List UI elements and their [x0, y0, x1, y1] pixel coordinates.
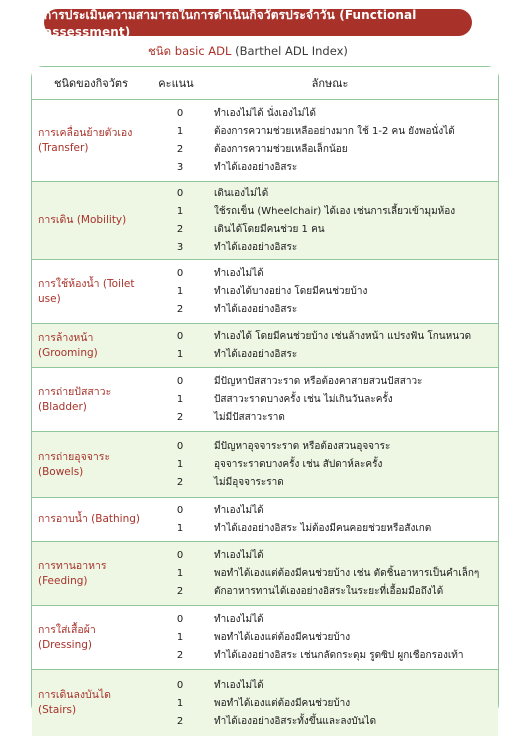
score-list	[150, 670, 498, 736]
score-value: 1	[176, 394, 184, 405]
subtitle-type: ชนิด basic ADL	[148, 44, 236, 58]
score-item	[150, 502, 498, 520]
activity-label: การใส่เสื้อผ้า (Dressing)	[38, 623, 96, 651]
score-item	[150, 185, 498, 203]
score-item	[150, 239, 498, 257]
score-list	[150, 542, 498, 605]
score-list	[150, 260, 498, 323]
table-header	[32, 67, 498, 100]
table-row	[32, 542, 498, 606]
table-row	[32, 432, 498, 498]
score-item	[150, 141, 498, 159]
score-value: 0	[176, 505, 184, 516]
score-value: 1	[176, 568, 184, 579]
header-description: ลักษณะ	[311, 77, 349, 90]
score-description: ทำเองได้ โดยมีคนช่วยบ้าง เช่นล้างหน้า แปรงฟัน โกนหนวด	[214, 331, 472, 342]
score-value: 0	[176, 441, 184, 452]
score-description: เดินเองไม่ได้	[214, 188, 269, 199]
score-item	[150, 694, 498, 712]
header-score: คะแนน	[158, 77, 194, 90]
score-item	[150, 712, 498, 730]
activity-label: การถ่ายอุจจาระ (Bowels)	[38, 450, 111, 478]
score-item	[150, 547, 498, 565]
score-value: 0	[176, 550, 184, 561]
score-description: ทำเองไม่ได้	[214, 505, 264, 516]
activity-label: การอาบน้ำ (Bathing)	[38, 513, 141, 525]
table-row	[32, 260, 498, 324]
activity-label: การถ่ายปัสสาวะ (Bladder)	[38, 385, 112, 413]
score-item	[150, 123, 498, 141]
table-body	[32, 100, 498, 736]
score-item	[150, 565, 498, 583]
score-value: 0	[176, 376, 184, 387]
score-list	[150, 606, 498, 669]
score-value: 1	[176, 286, 184, 297]
score-value: 1	[176, 206, 184, 217]
score-item	[150, 221, 498, 239]
page-title-banner	[44, 8, 472, 39]
activity-label: การเดิน (Mobility)	[38, 214, 127, 226]
subtitle-index: (Barthel ADL Index)	[235, 44, 348, 58]
score-list	[150, 368, 498, 431]
score-value: 0	[176, 268, 184, 279]
score-value: 0	[176, 679, 184, 691]
score-value: 0	[176, 331, 184, 342]
score-description: ทำได้เองอย่างอิสระ เช่นกลัดกระดุม รูดซิป ผูกเชือกรองเท้า	[214, 650, 464, 661]
score-value: 1	[176, 459, 184, 470]
score-item	[150, 328, 498, 346]
score-description: ต้องการความช่วยเหลืออย่างมาก ใช้ 1-2 คน ยังพอนั่งได้	[214, 126, 455, 137]
score-item	[150, 301, 498, 319]
score-value: 1	[176, 523, 184, 534]
score-value: 0	[176, 188, 184, 199]
score-value: 3	[176, 162, 184, 173]
score-value: 2	[176, 412, 184, 423]
table-row	[32, 100, 498, 182]
score-value: 2	[176, 144, 184, 155]
score-item	[150, 346, 498, 364]
score-list	[150, 100, 498, 181]
table-row	[32, 498, 498, 542]
score-item	[150, 583, 498, 601]
table-row	[32, 324, 498, 368]
score-item	[150, 391, 498, 409]
score-item	[150, 647, 498, 665]
activity-label: การใช้ห้องน้ำ (Toilet use)	[38, 277, 135, 305]
score-description: มีปัญหาปัสสาวะราด หรือต้องคาสายสวนปัสสาวะ	[214, 376, 423, 387]
score-description: ทำได้เองอย่างอิสระ	[214, 162, 298, 173]
score-item	[150, 105, 498, 123]
header-activity: ชนิดของกิจวัตร	[54, 77, 128, 90]
page-subtitle	[148, 43, 348, 61]
score-value: 2	[176, 224, 184, 235]
score-item	[150, 520, 498, 538]
score-description: พอทำได้เองแต่ต้องมีคนช่วยบ้าง เช่น ตัดชิ้นอาหารเป็นคำเล็กๆ	[214, 568, 480, 579]
score-list	[150, 324, 498, 367]
score-description: อุจจาระราดบางครั้ง เช่น สัปดาห์ละครั้ง	[214, 459, 383, 470]
score-description: ทำได้เองอย่างอิสระ	[214, 349, 298, 360]
page-title: การประเมินความสามารถในการดำเนินกิจวัตรประจำวัน (Functional assessment)	[44, 8, 417, 39]
score-description: ทำได้เองอย่างอิสระ ไม่ต้องมีคนคอยช่วยหรือสังเกต	[214, 523, 432, 534]
score-description: พอทำได้เองแต่ต้องมีคนช่วยบ้าง	[214, 632, 351, 643]
score-value: 0	[176, 614, 184, 625]
score-value: 2	[176, 586, 184, 597]
score-list	[150, 498, 498, 541]
score-description: ทำเองไม่ได้ นั่งเองไม่ได้	[214, 108, 317, 119]
activity-label: การเดินลงบันได (Stairs)	[38, 689, 111, 716]
activity-label: การล้างหน้า (Grooming)	[38, 331, 98, 359]
score-value: 1	[176, 349, 184, 360]
score-description: ไม่มีปัสสาวะราด	[214, 412, 285, 423]
score-list	[150, 432, 498, 497]
score-description: ทำได้เองอย่างอิสระ	[214, 242, 298, 253]
score-item	[150, 203, 498, 221]
score-description: พอทำได้เองแต่ต้องมีคนช่วยบ้าง	[214, 697, 351, 709]
score-description: ทำเองไม่ได้	[214, 268, 264, 279]
score-description: ปัสสาวะราดบางครั้ง เช่น ไม่เกินวันละครั้ง	[214, 394, 393, 405]
score-value: 0	[176, 108, 184, 119]
score-item	[150, 676, 498, 694]
table-row	[32, 606, 498, 670]
adl-table	[31, 66, 499, 727]
score-value: 2	[176, 477, 184, 488]
score-description: ทำได้เองอย่างอิสระทั้งขึ้นและลงบันได	[214, 715, 377, 727]
score-description: ทำเองได้บางอย่าง โดยมีคนช่วยบ้าง	[214, 286, 368, 297]
activity-label: การทานอาหาร (Feeding)	[38, 559, 107, 587]
score-item	[150, 373, 498, 391]
score-item	[150, 611, 498, 629]
table-row	[32, 670, 498, 736]
score-description: ทำเองไม่ได้	[214, 679, 264, 691]
score-value: 1	[176, 632, 184, 643]
score-value: 2	[176, 304, 184, 315]
score-value: 2	[176, 650, 184, 661]
score-value: 2	[176, 715, 184, 727]
score-item	[150, 265, 498, 283]
score-description: ตักอาหารทานได้เองอย่างอิสระในระยะที่เอื้อมมือถึงได้	[214, 586, 444, 597]
score-description: ใช้รถเข็น (Wheelchair) ได้เอง เช่นการเลี้ยวเข้ามุมห้อง	[214, 206, 456, 217]
score-item	[150, 283, 498, 301]
table-row	[32, 368, 498, 432]
score-description: ทำได้เองอย่างอิสระ	[214, 304, 298, 315]
score-value: 3	[176, 242, 184, 253]
score-description: ไม่มีอุจจาระราด	[214, 477, 284, 488]
score-item	[150, 456, 498, 474]
score-description: มีปัญหาอุจจาระราด หรือต้องสวนอุจจาระ	[214, 441, 391, 452]
score-description: เดินได้โดยมีคนช่วย 1 คน	[214, 224, 325, 235]
score-value: 1	[176, 126, 184, 137]
score-item	[150, 159, 498, 177]
score-description: ต้องการความช่วยเหลือเล็กน้อย	[214, 144, 348, 155]
score-description: ทำเองไม่ได้	[214, 550, 264, 561]
score-item	[150, 629, 498, 647]
score-item	[150, 409, 498, 427]
score-description: ทำเองไม่ได้	[214, 614, 264, 625]
activity-label: การเคลื่อนย้ายตัวเอง (Transfer)	[38, 126, 133, 154]
score-value: 1	[176, 697, 184, 709]
table-row	[32, 182, 498, 260]
score-item	[150, 438, 498, 456]
score-list	[150, 182, 498, 259]
score-item	[150, 474, 498, 492]
